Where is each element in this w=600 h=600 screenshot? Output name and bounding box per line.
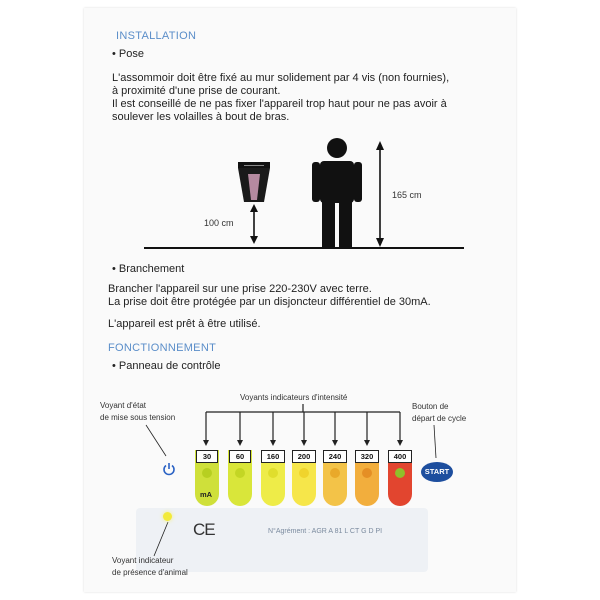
power-leader xyxy=(146,425,166,456)
intensity-bracket xyxy=(206,404,400,442)
bullet-dot: • xyxy=(112,263,119,275)
callout-line: Voyant d'état xyxy=(100,401,147,410)
presence-led xyxy=(163,512,172,521)
led-lamp xyxy=(395,468,405,478)
panel-heading: Panneau de contrôle xyxy=(118,360,221,372)
pose-line: Il est conseillé de ne pas fixer l'appareil trop haut pour ne pas avoir à xyxy=(112,98,447,110)
section-title-installation: INSTALLATION xyxy=(116,30,197,42)
led-lamp xyxy=(330,468,340,478)
intensity-callout: Voyants indicateurs d'intensité xyxy=(240,393,348,402)
start-leader xyxy=(434,425,436,458)
level-label-320: 320 xyxy=(355,450,379,463)
person-height-label: 165 cm xyxy=(392,190,422,200)
level-label-200: 200 xyxy=(292,450,316,463)
level-label-160: 160 xyxy=(261,450,285,463)
pose-line: à proximité d'une prise de courant. xyxy=(112,85,281,97)
pose-line: L'assommoir doit être fixé au mur solidement par 4 vis (non fournies), xyxy=(112,72,450,84)
pose-heading: Pose xyxy=(118,48,144,60)
ce-mark: CE xyxy=(193,520,215,539)
callout-line: Bouton de xyxy=(412,402,449,411)
led-lamp xyxy=(235,468,245,478)
callout-line: de présence d'animal xyxy=(112,568,188,577)
level-label-400: 400 xyxy=(388,450,412,463)
led-lamp xyxy=(362,468,372,478)
led-lamp xyxy=(268,468,278,478)
section-title-fonctionnement: FONCTIONNEMENT xyxy=(108,342,217,354)
bullet-dot: • xyxy=(112,48,119,60)
callout-line: Voyant indicateur xyxy=(112,556,174,565)
bullet-dot: • xyxy=(112,360,119,372)
level-label-240: 240 xyxy=(323,450,347,463)
pose-line: soulever les volailles à bout de bras. xyxy=(112,111,290,123)
power-led-icon xyxy=(162,462,176,476)
start-button[interactable]: START xyxy=(421,462,453,482)
unit-label: mA xyxy=(200,490,213,499)
intensity-arrowheads xyxy=(203,440,403,446)
presence-leader xyxy=(154,522,168,556)
led-lamp xyxy=(202,468,212,478)
level-label-60: 60 xyxy=(229,450,251,463)
branchement-line: Brancher l'appareil sur une prise 220-230V avec terre. xyxy=(108,283,372,295)
callout-line: départ de cycle xyxy=(412,414,467,423)
branchement-heading: Branchement xyxy=(118,263,185,275)
callout-line: de mise sous tension xyxy=(100,413,176,422)
level-label-30: 30 xyxy=(196,450,218,463)
agrement-number: N°Agrément : AGR A 81 L CT G D PI xyxy=(268,528,383,535)
device-height-label: 100 cm xyxy=(204,218,234,228)
led-lamp xyxy=(299,468,309,478)
branchement-line: La prise doit être protégée par un disjoncteur différentiel de 30mA. xyxy=(108,296,431,308)
ready-text: L'appareil est prêt à être utilisé. xyxy=(108,318,261,330)
